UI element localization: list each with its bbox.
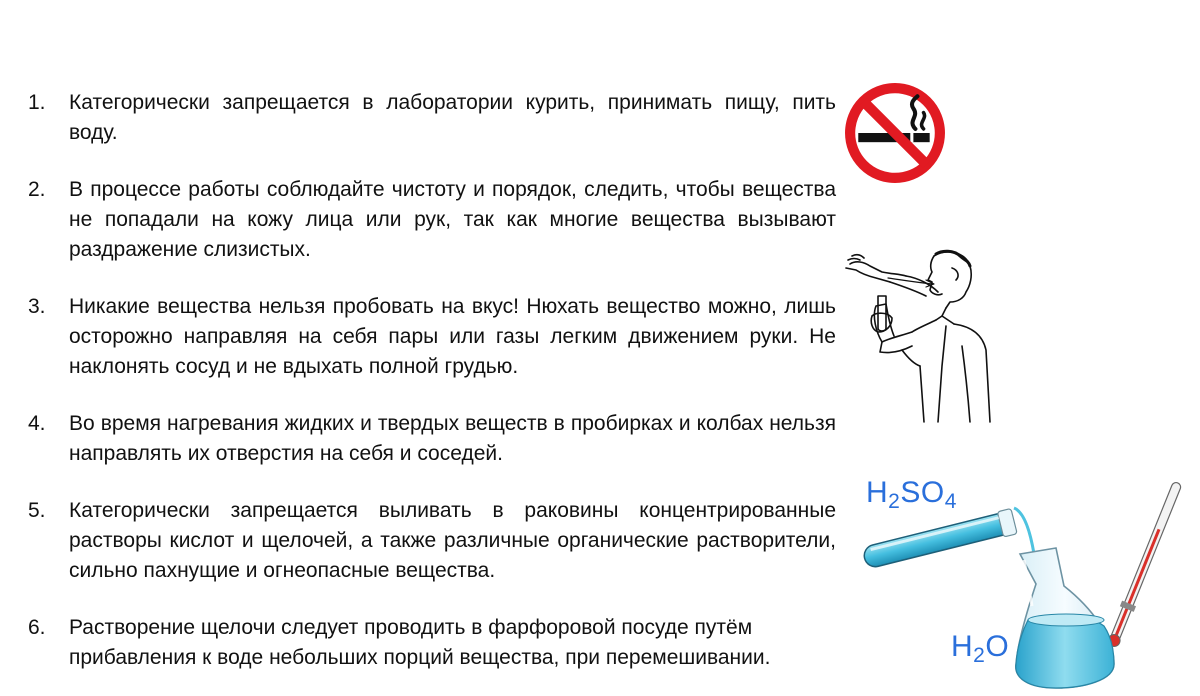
rule-number: 4.	[28, 412, 46, 435]
rule-number: 1.	[28, 91, 46, 114]
rule-item	[28, 496, 836, 586]
water-label	[951, 630, 1009, 668]
rule-number: 2.	[28, 178, 46, 201]
rule-item	[28, 175, 836, 265]
formula-part: O	[985, 630, 1010, 663]
person-wafting-vapors-icon	[842, 246, 992, 424]
rule-item	[28, 88, 836, 148]
rule-text: Категорически запрещается выливать в раковины концентрированные растворы кислот и щелочей, а также различные органические растворители, сильно пахнущие и огнеопасные вещества.	[69, 499, 836, 582]
rule-text: В процессе работы соблюдайте чистоту и порядок, следить, чтобы вещества не попадали на кожу лица или рук, так как многие вещества вызывают раздражение слизистых.	[69, 178, 836, 261]
rule-item	[28, 292, 836, 382]
no-smoking-icon	[844, 82, 946, 184]
safety-rules-list	[28, 88, 836, 696]
rule-number: 5.	[28, 499, 46, 522]
formula-subscript: 4	[944, 490, 957, 513]
rule-text: Растворение щелочи следует проводить в фарфоровой посуде путём прибавления к воде небольших порций вещества, при перемешивании.	[69, 616, 771, 669]
formula-part: SO	[900, 476, 945, 509]
formula-part: H	[951, 630, 974, 663]
formula-subscript: 2	[973, 644, 986, 667]
formula-subscript: 2	[888, 490, 901, 513]
rule-item	[28, 409, 836, 469]
rule-number: 3.	[28, 295, 46, 318]
rule-number: 6.	[28, 616, 46, 639]
rule-item	[28, 613, 836, 673]
formula-part: H	[866, 476, 889, 509]
rule-text: Категорически запрещается в лаборатории курить, принимать пищу, пить воду.	[69, 91, 836, 144]
sulfuric-acid-label	[866, 476, 957, 514]
rule-text: Во время нагревания жидких и твердых веществ в пробирках и колбах нельзя направлять их отверстия на себя и соседей.	[69, 412, 836, 465]
rule-text: Никакие вещества нельзя пробовать на вкус! Нюхать вещество можно, лишь осторожно направляя на себя пары или газы легким движением руки. Не наклонять сосуд и не вдыхать полной грудью.	[69, 295, 836, 378]
